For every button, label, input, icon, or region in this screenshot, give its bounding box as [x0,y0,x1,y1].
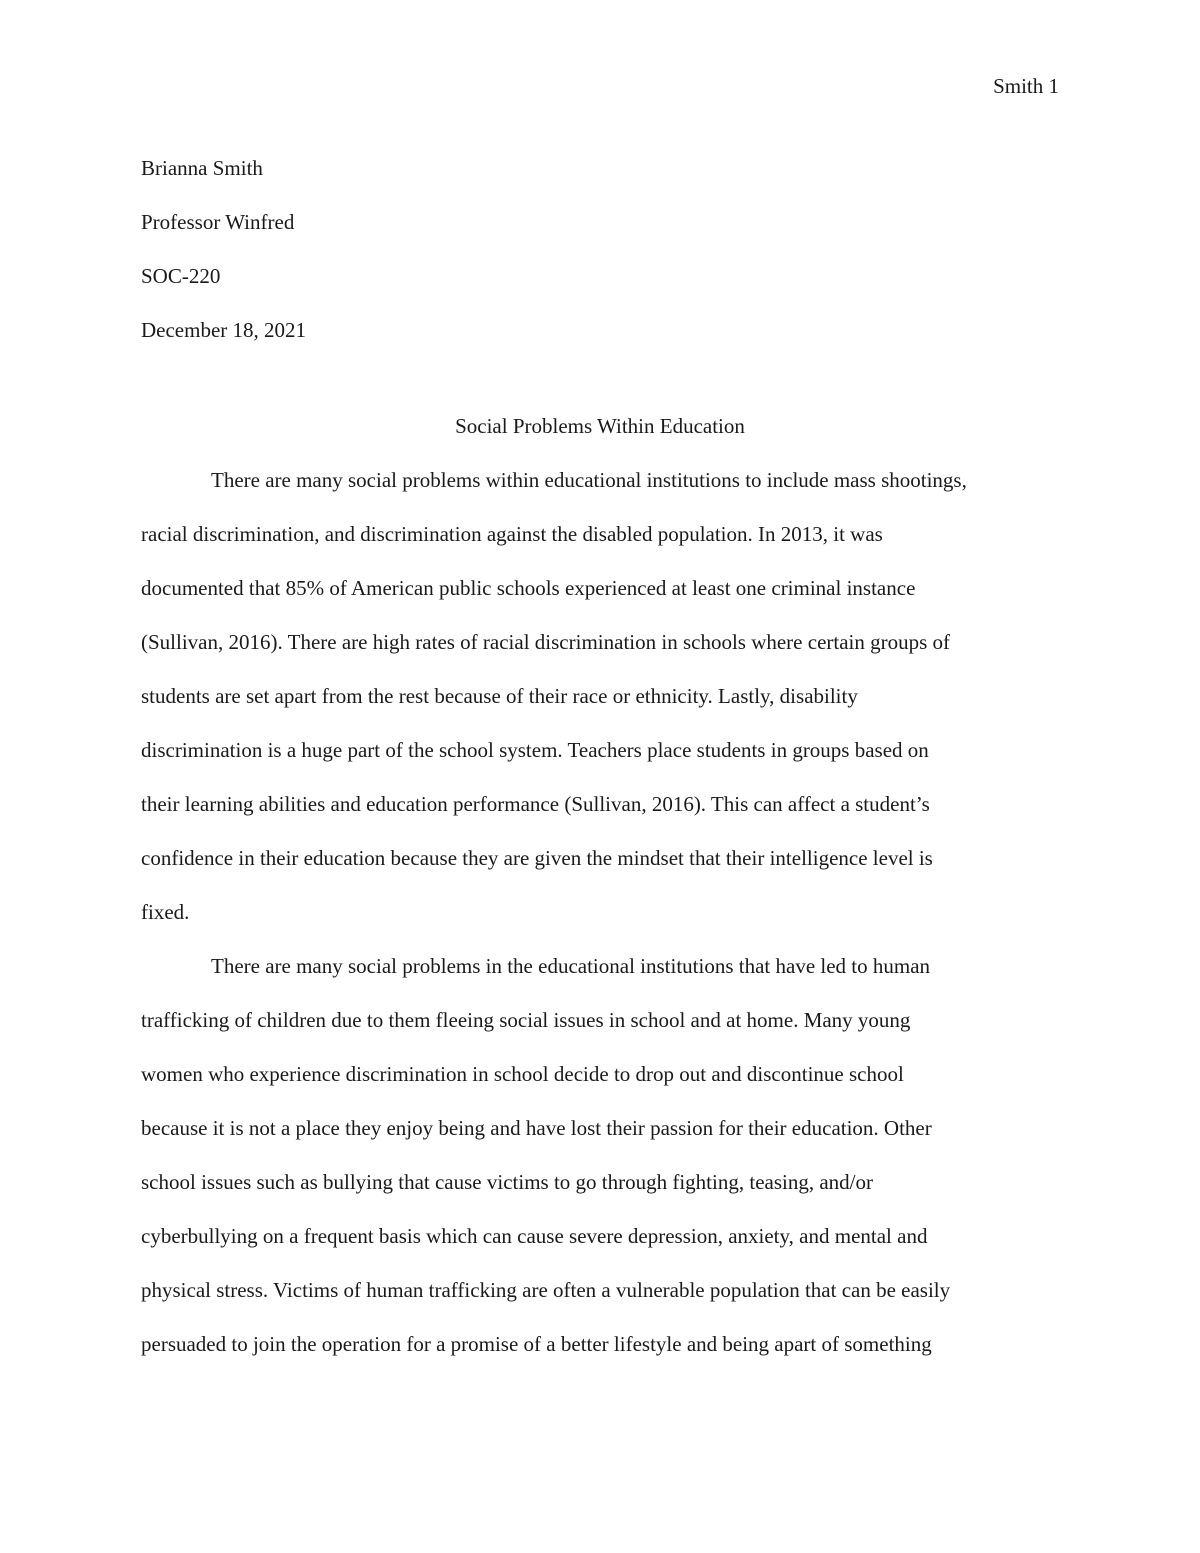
paragraph-line: physical stress. Victims of human trafficking are often a vulnerable population that can be easily [141,1278,951,1302]
student-name: Brianna Smith [141,156,263,180]
student-heading [141,141,306,357]
paragraph-line: There are many social problems in the educational institutions that have led to human [211,954,931,978]
paragraph-line: because it is not a place they enjoy being and have lost their passion for their education. Other [141,1116,932,1140]
paragraph-line: persuaded to join the operation for a promise of a better lifestyle and being apart of something [141,1332,932,1356]
running-head: Smith 1 [993,74,1059,98]
paper-title: Social Problems Within Education [455,414,745,438]
paragraph-line: school issues such as bullying that cause victims to go through fighting, teasing, and/or [141,1170,873,1194]
paragraph-1 [141,453,1059,939]
paragraph-line: documented that 85% of American public schools experienced at least one criminal instance [141,576,916,600]
paper-body [141,453,1059,1371]
professor-name: Professor Winfred [141,210,295,234]
paragraph-2 [141,939,1059,1371]
paragraph-line: their learning abilities and education performance (Sullivan, 2016). This can affect a student’s [141,792,930,816]
paper-date: December 18, 2021 [141,318,307,342]
paragraph-line: fixed. [141,900,190,924]
paragraph-line: cyberbullying on a frequent basis which can cause severe depression, anxiety, and mental and [141,1224,928,1248]
course-code: SOC-220 [141,264,221,288]
paragraph-line: There are many social problems within educational institutions to include mass shootings, [211,468,967,492]
paragraph-line: confidence in their education because they are given the mindset that their intelligence level is [141,846,933,870]
paragraph-line: students are set apart from the rest because of their race or ethnicity. Lastly, disability [141,684,858,708]
paragraph-line: trafficking of children due to them fleeing social issues in school and at home. Many young [141,1008,911,1032]
paragraph-line: women who experience discrimination in school decide to drop out and discontinue school [141,1062,904,1086]
paragraph-line: racial discrimination, and discrimination against the disabled population. In 2013, it was [141,522,883,546]
paragraph-line: discrimination is a huge part of the school system. Teachers place students in groups based on [141,738,929,762]
paragraph-line: (Sullivan, 2016). There are high rates of racial discrimination in schools where certain groups of [141,630,951,654]
